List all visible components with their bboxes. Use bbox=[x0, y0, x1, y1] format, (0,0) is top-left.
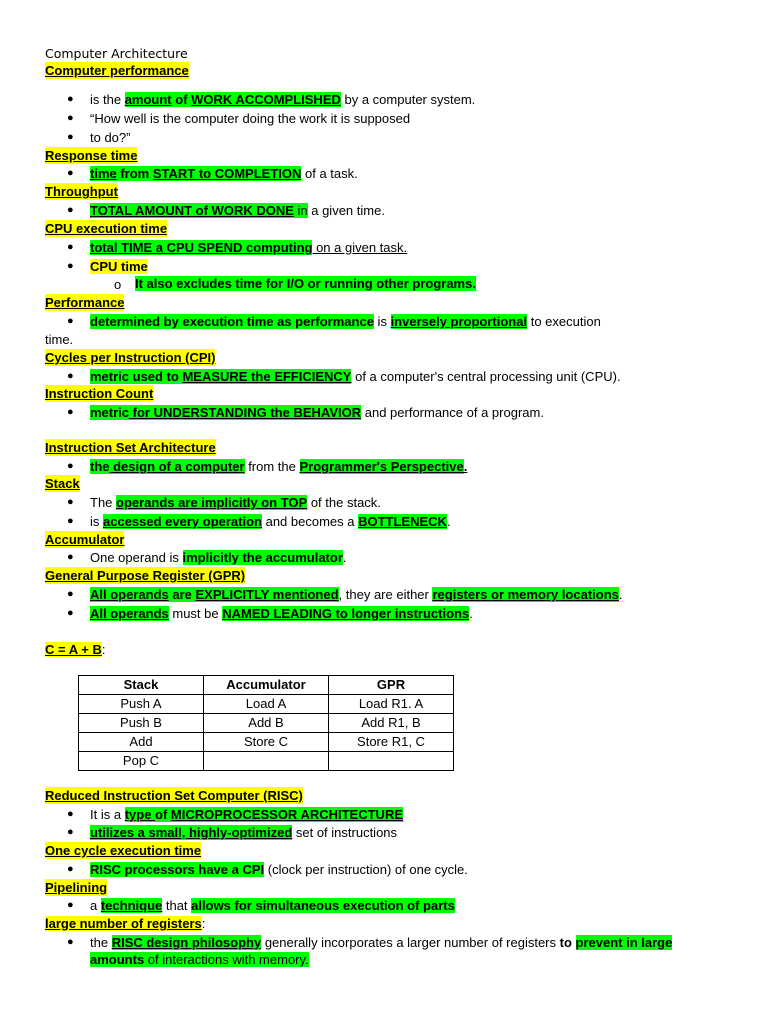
table-cell: Pop C bbox=[79, 752, 204, 771]
highlight-run: It also excludes time for I/O or running other programs. bbox=[135, 276, 476, 291]
highlight-run: operands are implicitly on TOP bbox=[116, 495, 308, 510]
list-item bbox=[90, 586, 623, 603]
table-cell: Load R1. A bbox=[329, 695, 454, 714]
text-run: The bbox=[90, 495, 117, 510]
highlight-run: TOTAL AMOUNT of WORK DONE bbox=[90, 203, 294, 218]
bullet-icon: ● bbox=[67, 93, 74, 105]
text-run: It is a bbox=[90, 807, 125, 822]
text-run: is bbox=[90, 514, 103, 529]
heading-pipelining: Pipelining bbox=[45, 880, 108, 895]
highlight-run: type bbox=[124, 807, 156, 822]
heading-accumulator: Accumulator bbox=[45, 532, 125, 547]
text-run: and performance of a program. bbox=[361, 405, 544, 420]
list-item: “How well is the computer doing the work it is supposed bbox=[90, 111, 411, 126]
table-row bbox=[79, 733, 454, 752]
highlight-run: prevent in large bbox=[575, 935, 673, 950]
highlight-run: total bbox=[90, 240, 118, 255]
highlight-run: MEASURE the EFFICIENCY bbox=[182, 369, 352, 384]
bullet-icon: ● bbox=[67, 515, 74, 527]
text-run: of the stack. bbox=[307, 495, 381, 510]
list-item bbox=[135, 275, 476, 292]
highlight-run: amounts bbox=[90, 952, 145, 967]
list-item bbox=[90, 605, 473, 622]
heading-response-time: Response time bbox=[45, 148, 138, 163]
highlight-run: registers or memory locations bbox=[432, 587, 619, 602]
heading-one-cycle-execution: One cycle execution time bbox=[45, 843, 202, 858]
table-cell: Push B bbox=[79, 714, 204, 733]
text-run: of a computer's central processing unit (CPU). bbox=[351, 369, 621, 384]
text-run: is the bbox=[90, 92, 125, 107]
heading-stack: Stack bbox=[45, 476, 80, 491]
table-cell bbox=[329, 752, 454, 771]
bullet-icon: ● bbox=[67, 241, 74, 253]
table-cell: Add R1, B bbox=[329, 714, 454, 733]
highlight-run: inversely proportional bbox=[390, 314, 528, 329]
text-run: and becomes a bbox=[261, 514, 359, 529]
list-item bbox=[90, 861, 468, 878]
highlight-run: of interactions with memory. bbox=[144, 952, 309, 967]
bullet-icon: ● bbox=[67, 826, 74, 838]
highlight-run: NAMED LEADING to longer instructions bbox=[222, 606, 470, 621]
heading-performance: Performance bbox=[45, 295, 125, 310]
list-item bbox=[90, 513, 451, 530]
bullet-icon: ● bbox=[67, 112, 74, 124]
heading-throughput: Throughput bbox=[45, 184, 118, 199]
bullet-icon: ● bbox=[67, 167, 74, 179]
highlight-run: CPU time bbox=[90, 259, 148, 274]
highlight-run: large number of registers bbox=[45, 916, 202, 931]
list-item bbox=[90, 458, 467, 475]
list-item bbox=[90, 824, 397, 841]
highlight-run: BOTTLENECK bbox=[358, 514, 447, 529]
text-run: from the bbox=[244, 459, 300, 474]
highlight-run: the bbox=[90, 459, 110, 474]
table-header-cell: GPR bbox=[329, 676, 454, 695]
text-run: that bbox=[162, 898, 192, 913]
heading-instruction-count: Instruction Count bbox=[45, 386, 154, 401]
text-run: is bbox=[373, 314, 391, 329]
highlight-run: Programmer's Perspective bbox=[299, 459, 464, 474]
bullet-icon: ● bbox=[67, 460, 74, 472]
bullet-icon: ● bbox=[67, 808, 74, 820]
bullet-icon: ● bbox=[67, 370, 74, 382]
text-run: One operand is bbox=[90, 550, 183, 565]
highlight-run: accessed every operation bbox=[103, 514, 262, 529]
highlight-run: time bbox=[90, 166, 117, 181]
table-cell: Push A bbox=[79, 695, 204, 714]
table-row bbox=[79, 752, 454, 771]
table-cell: Add bbox=[79, 733, 204, 752]
list-item bbox=[90, 494, 381, 511]
bullet-icon: ● bbox=[67, 588, 74, 600]
text-run: . bbox=[469, 606, 473, 621]
table-row bbox=[79, 695, 454, 714]
bullet-icon: ● bbox=[67, 899, 74, 911]
heading-gpr: General Purpose Register (GPR) bbox=[45, 568, 246, 583]
table-header-row bbox=[79, 676, 454, 695]
highlight-run: technique bbox=[100, 898, 163, 913]
bullet-icon: ● bbox=[67, 496, 74, 508]
document-title: Computer Architecture bbox=[45, 46, 188, 61]
instruction-comparison-table bbox=[78, 675, 454, 771]
highlight-run: amount bbox=[124, 92, 172, 107]
list-item bbox=[90, 91, 475, 108]
highlight-run: the BEHAVIOR bbox=[266, 405, 362, 420]
table-header-cell: Accumulator bbox=[204, 676, 329, 695]
list-item bbox=[90, 239, 407, 256]
list-item bbox=[90, 549, 347, 566]
list-item bbox=[90, 934, 672, 951]
highlight-run: of bbox=[155, 807, 171, 822]
bullet-icon: ● bbox=[67, 607, 74, 619]
equation-heading bbox=[45, 641, 105, 658]
table-header-cell: Stack bbox=[79, 676, 204, 695]
text-run: set of instructions bbox=[292, 825, 398, 840]
text-run: on a given task. bbox=[312, 240, 408, 255]
sub-bullet-icon: o bbox=[114, 277, 122, 292]
highlight-run: metric bbox=[90, 405, 130, 420]
text-run: of a task. bbox=[301, 166, 358, 181]
continuation-text: time. bbox=[45, 332, 74, 347]
text-run: to execution bbox=[527, 314, 601, 329]
highlight-run: metric used to bbox=[90, 369, 183, 384]
highlight-run: EXPLICITLY mentioned bbox=[195, 587, 339, 602]
bullet-icon: ● bbox=[67, 936, 74, 948]
list-item bbox=[90, 202, 385, 219]
table-row bbox=[79, 714, 454, 733]
highlight-run: TIME a CPU SPEND bbox=[117, 240, 243, 255]
table-cell: Store C bbox=[204, 733, 329, 752]
highlight-run: design of a computer bbox=[109, 459, 245, 474]
text-run: a given time. bbox=[307, 203, 385, 218]
text-run: , they are either bbox=[338, 587, 433, 602]
text-run: by a computer system. bbox=[340, 92, 476, 107]
bullet-icon: ● bbox=[67, 260, 74, 272]
highlight-run: determined by execution time as performance bbox=[90, 314, 374, 329]
bullet-icon: ● bbox=[67, 863, 74, 875]
bullet-icon: ● bbox=[67, 406, 74, 418]
text-run: a bbox=[90, 898, 101, 913]
highlight-run: RISC design philosophy bbox=[111, 935, 262, 950]
list-item bbox=[90, 806, 403, 823]
heading-cpu-execution-time: CPU execution time bbox=[45, 221, 168, 236]
highlight-run: computing bbox=[242, 240, 313, 255]
text-run: . bbox=[342, 550, 347, 565]
text-run: the bbox=[90, 935, 112, 950]
highlight-run: in bbox=[293, 203, 308, 218]
highlight-run: for UNDERSTANDING bbox=[129, 405, 267, 420]
list-item bbox=[90, 897, 455, 914]
highlight-run: RISC processors have a CPI bbox=[90, 862, 265, 877]
highlight-run: allows for simultaneous execution of parts bbox=[191, 898, 455, 913]
highlight-run: All operands bbox=[90, 587, 169, 602]
highlight-run: MICROPROCESSOR ARCHITECTURE bbox=[170, 807, 404, 822]
list-item bbox=[90, 368, 621, 385]
highlight-run: utilizes a small, highly-optimized bbox=[90, 825, 293, 840]
text-run: : bbox=[101, 642, 106, 657]
table-cell: Load A bbox=[204, 695, 329, 714]
bullet-icon: ● bbox=[67, 315, 74, 327]
highlight-run: WORK ACCOMPLISHED bbox=[191, 92, 341, 107]
heading-risc: Reduced Instruction Set Computer (RISC) bbox=[45, 788, 303, 803]
table-cell: Store R1, C bbox=[329, 733, 454, 752]
heading-large-number-of-registers bbox=[45, 915, 205, 932]
highlight-run: of bbox=[171, 92, 192, 107]
text-run: : bbox=[201, 916, 206, 931]
table-cell: Add B bbox=[204, 714, 329, 733]
text-run: to bbox=[559, 935, 576, 950]
bullet-icon: ● bbox=[67, 551, 74, 563]
highlight-run: from bbox=[116, 166, 153, 181]
bullet-icon: ● bbox=[67, 204, 74, 216]
text-run: . bbox=[463, 459, 468, 474]
list-item: to do?” bbox=[90, 130, 131, 145]
heading-computer-performance: Computer performance bbox=[45, 63, 189, 78]
text-run: must be bbox=[168, 606, 223, 621]
list-item bbox=[90, 165, 358, 182]
list-item bbox=[90, 404, 544, 421]
heading-isa: Instruction Set Architecture bbox=[45, 440, 216, 455]
table-cell bbox=[204, 752, 329, 771]
text-run: . bbox=[446, 514, 451, 529]
list-item bbox=[90, 313, 601, 330]
highlight-run: All operands bbox=[90, 606, 169, 621]
list-item bbox=[90, 258, 148, 275]
bullet-icon: ● bbox=[67, 131, 74, 143]
text-run: (clock per instruction) of one cycle. bbox=[264, 862, 468, 877]
highlight-run: are bbox=[168, 587, 196, 602]
list-item-continuation bbox=[90, 951, 309, 968]
heading-cpi: Cycles per Instruction (CPI) bbox=[45, 350, 216, 365]
highlight-run: implicitly the accumulator bbox=[182, 550, 343, 565]
highlight-run: C = A + B bbox=[45, 642, 102, 657]
highlight-run: START to COMPLETION bbox=[152, 166, 302, 181]
text-run: . bbox=[618, 587, 623, 602]
text-run: generally incorporates a larger number of registers bbox=[261, 935, 560, 950]
